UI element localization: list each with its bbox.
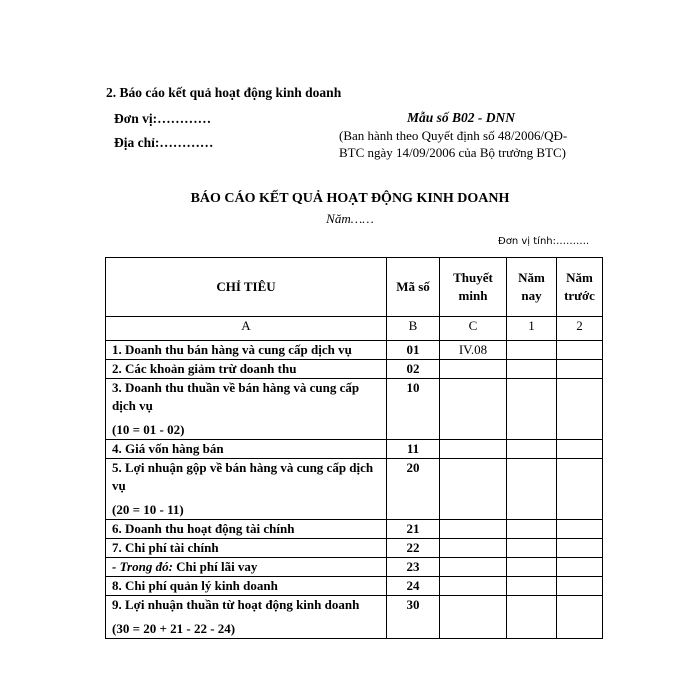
table-row <box>106 379 603 440</box>
row-note <box>440 539 507 558</box>
row-last-year <box>557 539 603 558</box>
letter-indicator: A <box>106 317 387 341</box>
table-row <box>106 520 603 539</box>
row-note <box>440 596 507 639</box>
row-code: 11 <box>387 440 440 459</box>
header-last-year: Năm trước <box>557 258 603 317</box>
row-label-prefix: - Trong đó: <box>112 559 173 574</box>
row-note <box>440 520 507 539</box>
row-formula: (20 = 10 - 11) <box>112 502 184 517</box>
row-code: 01 <box>387 341 440 360</box>
row-this-year <box>507 558 557 577</box>
header-indicator: CHỈ TIÊU <box>106 258 387 317</box>
unit-line: Đơn vị:………… <box>114 111 212 126</box>
header-note: Thuyết minh <box>440 258 507 317</box>
row-last-year <box>557 341 603 360</box>
row-label: 6. Doanh thu hoạt động tài chính <box>106 520 387 539</box>
section-heading: 2. Báo cáo kết quả hoạt động kinh doanh <box>106 85 342 100</box>
row-note <box>440 577 507 596</box>
row-last-year <box>557 440 603 459</box>
row-code: 30 <box>387 596 440 639</box>
row-note <box>440 459 507 520</box>
row-label: 3. Doanh thu thuần về bán hàng và cung cấp dịch vụ <box>112 380 360 413</box>
row-label-cell <box>106 558 387 577</box>
issued-date-line: BTC ngày 14/09/2006 của Bộ trưởng BTC) <box>339 145 566 160</box>
table-row <box>106 360 603 379</box>
letter-code: B <box>387 317 440 341</box>
report-year: Năm…… <box>326 211 374 226</box>
row-code: 22 <box>387 539 440 558</box>
row-code: 24 <box>387 577 440 596</box>
letter-this-year: 1 <box>507 317 557 341</box>
row-last-year <box>557 379 603 440</box>
currency-unit: Đơn vị tính:………. <box>498 236 590 247</box>
row-this-year <box>507 596 557 639</box>
row-code: 10 <box>387 379 440 440</box>
income-statement-table <box>105 257 603 639</box>
row-formula: (10 = 01 - 02) <box>112 422 185 437</box>
row-note <box>440 440 507 459</box>
row-label: 4. Giá vốn hàng bán <box>106 440 387 459</box>
row-this-year <box>507 379 557 440</box>
table-row <box>106 459 603 520</box>
row-note: IV.08 <box>440 341 507 360</box>
row-this-year <box>507 459 557 520</box>
row-this-year <box>507 539 557 558</box>
row-note <box>440 379 507 440</box>
row-code: 23 <box>387 558 440 577</box>
row-label: 9. Lợi nhuận thuần từ hoạt động kinh doanh <box>112 597 360 612</box>
form-code: Mẫu số B02 - DNN <box>407 110 516 125</box>
row-this-year <box>507 440 557 459</box>
table-row <box>106 596 603 639</box>
table-row <box>106 440 603 459</box>
row-formula: (30 = 20 + 21 - 22 - 24) <box>112 621 236 636</box>
row-last-year <box>557 520 603 539</box>
row-last-year <box>557 459 603 520</box>
row-label: 7. Chi phí tài chính <box>106 539 387 558</box>
row-label-cell <box>106 459 387 520</box>
address-line: Địa chỉ:………… <box>114 135 214 150</box>
row-this-year <box>507 341 557 360</box>
row-note <box>440 558 507 577</box>
table-header-row <box>106 258 603 317</box>
letter-last-year: 2 <box>557 317 603 341</box>
report-title: BÁO CÁO KẾT QUẢ HOẠT ĐỘNG KINH DOANH <box>190 191 510 206</box>
row-last-year <box>557 360 603 379</box>
row-label-cell <box>106 379 387 440</box>
letter-note: C <box>440 317 507 341</box>
row-label: Chi phí lãi vay <box>172 559 258 574</box>
row-this-year <box>507 520 557 539</box>
header-this-year: Năm nay <box>507 258 557 317</box>
row-code: 20 <box>387 459 440 520</box>
table-row <box>106 341 603 360</box>
table-row <box>106 539 603 558</box>
row-label-cell <box>106 596 387 639</box>
row-last-year <box>557 558 603 577</box>
row-note <box>440 360 507 379</box>
column-letter-row <box>106 317 603 341</box>
table-row <box>106 577 603 596</box>
row-code: 21 <box>387 520 440 539</box>
row-this-year <box>507 577 557 596</box>
row-label: 8. Chi phí quản lý kinh doanh <box>106 577 387 596</box>
row-last-year <box>557 577 603 596</box>
issued-decree-line: (Ban hành theo Quyết định số 48/2006/QĐ- <box>339 128 568 143</box>
row-label: 5. Lợi nhuận gộp về bán hàng và cung cấp dịch vụ <box>112 460 374 493</box>
row-last-year <box>557 596 603 639</box>
row-this-year <box>507 360 557 379</box>
header-code: Mã số <box>387 258 440 317</box>
row-label: 1. Doanh thu bán hàng và cung cấp dịch vụ <box>106 341 387 360</box>
row-code: 02 <box>387 360 440 379</box>
table-row <box>106 558 603 577</box>
row-label: 2. Các khoản giảm trừ doanh thu <box>106 360 387 379</box>
